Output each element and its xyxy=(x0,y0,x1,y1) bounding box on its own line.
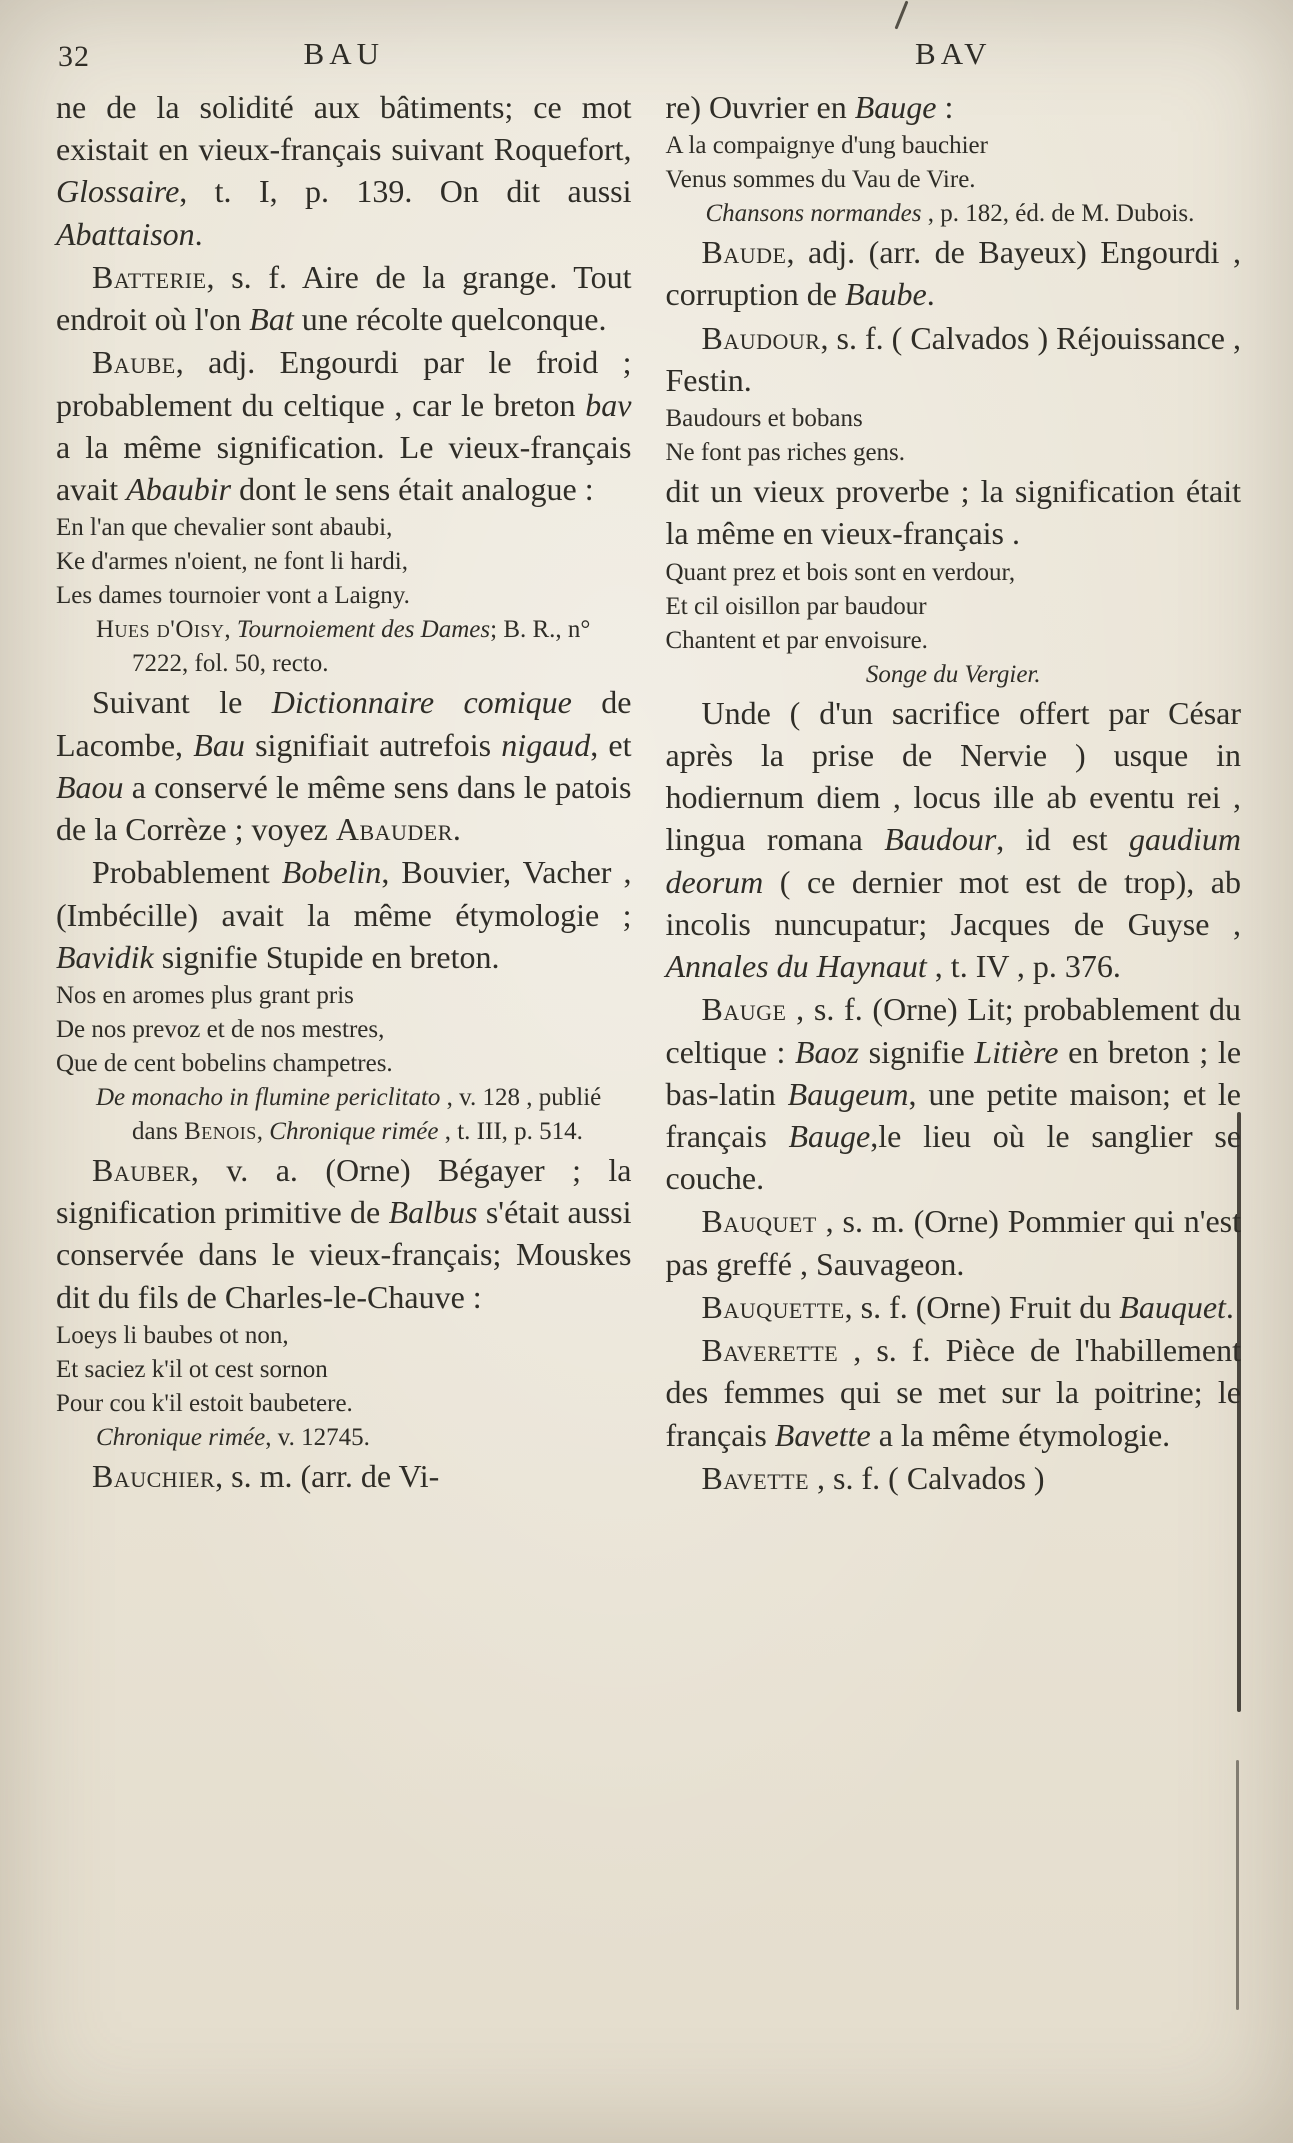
dictionary-paragraph xyxy=(56,851,632,978)
verse-line: Et saciez k'il ot cest sornon xyxy=(56,1355,328,1383)
body-text: ( ce dernier mot est de trop), ab incolis nuncupatur; Jacques de Guyse , xyxy=(665,863,1241,942)
body-text: en breton ; le bas-latin xyxy=(665,1033,1242,1112)
italic-text: Tournoiement des Dames xyxy=(236,616,491,644)
body-text: , s. m. (arr. de Vi- xyxy=(215,1457,440,1494)
body-text: Suivant le xyxy=(92,684,272,721)
verse-line: De nos prevoz et de nos mestres, xyxy=(56,1015,385,1043)
verse-line: Que de cent bobelins champetres. xyxy=(56,1049,393,1077)
citation xyxy=(56,1081,632,1149)
dictionary-paragraph xyxy=(666,988,1242,1199)
headword-smallcaps: Hues d'Oisy xyxy=(96,616,225,644)
italic-text: gaudium deorum xyxy=(665,821,1242,900)
italic-text: De monacho in flumine periclitato xyxy=(96,1083,441,1111)
body-text: , une petite maison; et le français xyxy=(665,1075,1242,1154)
body-text: . xyxy=(194,215,203,252)
page-number: 32 xyxy=(58,40,90,73)
headword-smallcaps: Bavette xyxy=(701,1459,810,1496)
headword-smallcaps: Bauquette xyxy=(701,1288,845,1325)
body-text: signifiait autrefois xyxy=(244,726,502,763)
verse-line: En l'an que chevalier sont abaubi, xyxy=(56,514,393,542)
body-text: : xyxy=(936,89,954,125)
italic-text: bav xyxy=(585,386,632,423)
body-text: signifie Stupide en breton. xyxy=(153,938,500,975)
body-text: . xyxy=(926,276,935,313)
verse-line: A la compaignye d'ung bauchier xyxy=(665,132,988,160)
dictionary-paragraph xyxy=(56,256,632,340)
dictionary-paragraph xyxy=(56,681,632,850)
scan-artifact-mark xyxy=(894,1,908,30)
body-text: , adj. Engourdi par le froid ; probablement du celtique , car le breton xyxy=(56,344,632,423)
headword-smallcaps: Bauchier xyxy=(92,1457,216,1494)
citation xyxy=(56,1421,632,1455)
italic-text: Chronique rimée xyxy=(96,1423,266,1451)
body-text: , s. f. ( Calvados ) xyxy=(809,1459,1045,1496)
body-text: . xyxy=(1225,1288,1234,1325)
headword-smallcaps: Batterie xyxy=(92,258,207,295)
italic-text: Bauge xyxy=(788,1117,871,1154)
italic-text: Abattaison xyxy=(56,215,195,252)
italic-text: Abaubir xyxy=(126,471,232,508)
dictionary-paragraph xyxy=(56,86,632,255)
body-text: signifie xyxy=(859,1033,975,1070)
body-text: , et xyxy=(590,726,632,763)
body-text: , xyxy=(256,1117,270,1145)
verse-quote xyxy=(666,129,1242,197)
verse-line: Chantent et par envoisure. xyxy=(665,626,928,654)
body-text: , s. f. (Orne) Fruit du xyxy=(844,1288,1120,1325)
body-text: , t. IV , p. 376. xyxy=(926,948,1121,985)
italic-text: Glossaire xyxy=(56,173,180,210)
headword-smallcaps: Benois xyxy=(184,1117,257,1145)
body-text: , t. III, p. 514. xyxy=(438,1117,583,1145)
italic-text: Chansons normandes xyxy=(705,200,922,228)
dictionary-paragraph xyxy=(666,231,1242,315)
body-text: , s. f. Pièce de l'habillement des femmes qui se met sur la poitrine; le français xyxy=(665,1332,1241,1453)
body-text: a conservé le même sens dans le patois de la Corrèze ; voyez xyxy=(56,768,632,848)
body-text: , v. 128 , publié dans xyxy=(132,1083,602,1145)
body-text: , id est xyxy=(996,821,1130,858)
dictionary-paragraph xyxy=(56,1149,632,1318)
italic-text: Baoz xyxy=(795,1033,859,1070)
italic-text: Dictionnaire comique xyxy=(271,684,572,721)
italic-text: Baudour xyxy=(884,821,997,858)
headword-smallcaps: Baverette xyxy=(701,1332,839,1369)
dictionary-paragraph xyxy=(666,86,1242,128)
running-head-right: BAV xyxy=(915,36,992,71)
headword-smallcaps: Bauber xyxy=(92,1151,191,1188)
italic-text: Bobelin xyxy=(281,854,382,891)
citation xyxy=(56,613,632,681)
body-text: ne de la solidité aux bâtiments; ce mot existait en vieux-français suivant Roquefort, xyxy=(56,89,632,168)
verse-line: Quant prez et bois sont en verdour, xyxy=(665,558,1016,586)
italic-text: Bauge xyxy=(854,89,937,125)
headword-smallcaps: Bauquet xyxy=(701,1203,817,1240)
verse-line: Nos en aromes plus grant pris xyxy=(56,981,354,1009)
headword-smallcaps: Baube xyxy=(92,344,176,381)
body-text: Unde ( d'un sacrifice offert par César après la prise de Nervie ) usque in hodiernum diem , locus ille ab eventu rei , lingua romana xyxy=(665,694,1241,858)
verse-line: Ne font pas riches gens. xyxy=(665,439,906,467)
verse-quote xyxy=(56,511,632,613)
body-text: , xyxy=(224,616,237,644)
verse-line: Loeys li baubes ot non, xyxy=(56,1321,289,1349)
body-text: , s. f. (Orne) Lit; probablement du celtique : xyxy=(665,991,1241,1070)
text-columns xyxy=(56,86,1241,2143)
dictionary-paragraph xyxy=(666,1329,1242,1456)
italic-text: Baugeum xyxy=(787,1075,909,1112)
running-heads xyxy=(56,36,1241,72)
body-text: dont le sens était analogue : xyxy=(231,471,594,508)
dictionary-paragraph xyxy=(56,1455,632,1497)
italic-text: Baube xyxy=(845,276,927,313)
body-text: . xyxy=(452,811,461,848)
body-text: re) Ouvrier en xyxy=(665,89,855,125)
column-right xyxy=(666,86,1242,2143)
body-text: ,le lieu où le sanglier se couche. xyxy=(665,1117,1242,1197)
verse-quote xyxy=(666,402,1242,470)
dictionary-paragraph xyxy=(666,470,1242,554)
body-text: s'était aussi conservée dans le vieux-français; Mouskes dit du fils de Charles-le-Chauve : xyxy=(56,1194,632,1315)
italic-text: Bau xyxy=(193,726,245,763)
body-text: , s. f. Aire de la grange. Tout endroit où l'on xyxy=(56,258,632,338)
dictionary-paragraph xyxy=(666,692,1242,988)
body-text: Probablement xyxy=(92,854,282,891)
italic-text: Litière xyxy=(974,1033,1059,1070)
body-text: , s. f. ( Calvados ) Réjouissance , Festin. xyxy=(665,319,1241,398)
verse-quote xyxy=(56,1319,632,1421)
dictionary-paragraph xyxy=(666,1457,1242,1499)
body-text: a la même étymologie. xyxy=(870,1416,1171,1453)
italic-text: Chronique rimée xyxy=(269,1117,439,1145)
italic-text: Songe du Vergier. xyxy=(865,660,1041,688)
dictionary-paragraph xyxy=(56,341,632,510)
body-text: , s. m. (Orne) Pommier qui n'est pas greffé , Sauvageon. xyxy=(665,1203,1241,1282)
italic-text: Annales du Haynaut xyxy=(665,948,927,985)
verse-quote xyxy=(56,979,632,1081)
body-text: dit un vieux proverbe ; la signification était la même en vieux-français . xyxy=(665,473,1241,552)
source-citation xyxy=(666,658,1242,692)
italic-text: Bavidik xyxy=(56,938,154,975)
italic-text: nigaud xyxy=(501,726,591,763)
dictionary-paragraph xyxy=(666,1200,1242,1284)
dictionary-paragraph xyxy=(666,317,1242,401)
body-text: , v. a. (Orne) Bégayer ; la signification primitive de xyxy=(56,1151,632,1231)
body-text: , Bouvier, Vacher , (Imbécille) avait la même étymologie ; xyxy=(56,854,632,933)
body-text: , t. I, p. 139. On dit aussi xyxy=(179,173,632,210)
italic-text: Bat xyxy=(249,301,294,338)
italic-text: Bauquet xyxy=(1119,1288,1226,1325)
body-text: a la même signification. Le vieux-français avait xyxy=(56,428,632,508)
body-text: une récolte quelconque. xyxy=(293,301,607,338)
headword-smallcaps: Baudour xyxy=(701,319,821,356)
body-text: , adj. (arr. de Bayeux) Engourdi , corruption de xyxy=(665,234,1241,313)
verse-line: Venus sommes du Vau de Vire. xyxy=(665,166,976,194)
italic-text: Bavette xyxy=(774,1416,871,1453)
dictionary-paragraph xyxy=(666,1286,1242,1328)
body-text: de Lacombe, xyxy=(56,684,632,763)
italic-text: Baou xyxy=(56,768,124,805)
body-text: , p. 182, éd. de M. Dubois. xyxy=(921,200,1195,228)
column-left xyxy=(56,86,632,2143)
citation xyxy=(666,197,1242,231)
running-head-left: BAU xyxy=(303,36,384,71)
verse-quote xyxy=(666,556,1242,658)
headword-smallcaps: Baude xyxy=(701,234,787,271)
headword-smallcaps: Abauder xyxy=(335,811,453,848)
headword-smallcaps: Bauge xyxy=(701,991,787,1028)
verse-line: Les dames tournoier vont a Laigny. xyxy=(56,582,410,610)
body-text: , v. 12745. xyxy=(265,1423,370,1451)
verse-line: Pour cou k'il estoit baubetere. xyxy=(56,1389,353,1417)
body-text: ; B. R., n° 7222, fol. 50, recto. xyxy=(132,616,591,678)
italic-text: Balbus xyxy=(388,1194,478,1231)
verse-line: Ke d'armes n'oient, ne font li hardi, xyxy=(56,548,408,576)
verse-line: Baudours et bobans xyxy=(665,405,863,433)
verse-line: Et cil oisillon par baudour xyxy=(665,592,927,620)
